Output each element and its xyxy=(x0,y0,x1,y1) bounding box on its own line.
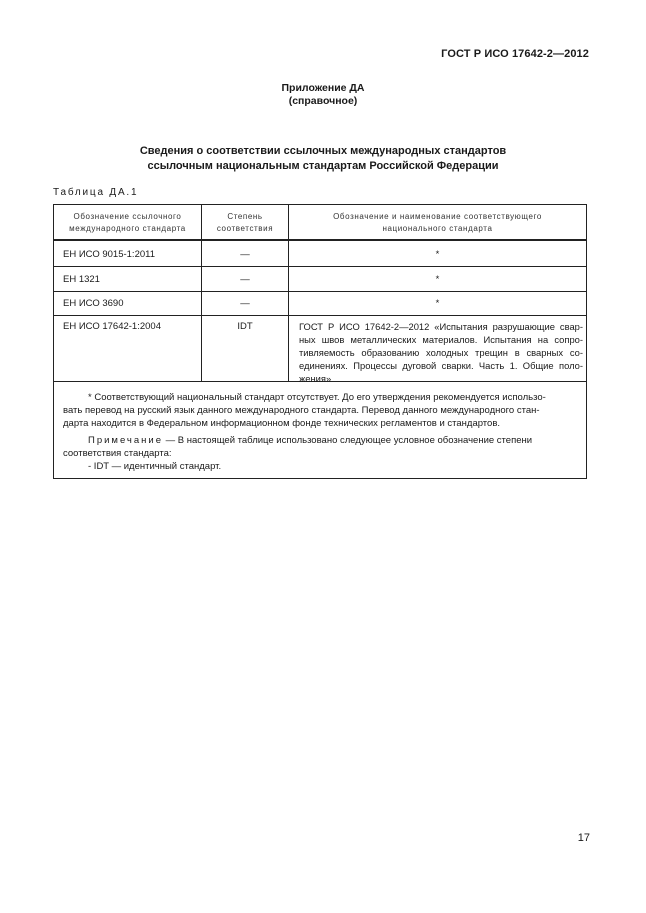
footnote-line-2: вать перевод на русский язык данного международного стандарта. Перевод данного международного стан- xyxy=(63,405,540,416)
header-col1-line2: международного стандарта xyxy=(69,224,186,233)
table-row-4-degree: IDT xyxy=(237,321,253,332)
table-row-4-national xyxy=(299,320,583,385)
row-divider xyxy=(54,315,586,316)
footnote-line-3: дарта находится в Федеральном информационном фонде технических регламентов и стандартов. xyxy=(63,418,501,429)
header-col2-line1: Степень xyxy=(227,212,263,221)
column-divider xyxy=(201,205,202,382)
column-divider xyxy=(288,205,289,382)
national-text-line: жения» xyxy=(299,373,332,384)
standard-id-header: ГОСТ Р ИСО 17642-2—2012 xyxy=(441,48,589,60)
header-col-degree xyxy=(202,211,288,235)
row-divider xyxy=(54,266,586,267)
table-row-3-designation: ЕН ИСО 3690 xyxy=(63,298,124,309)
footnote-line-1: * Соответствующий национальный стандарт отсутствует. До его утверждения рекомендуется использо- xyxy=(88,392,546,403)
section-heading-line-1: Сведения о соответствии ссылочных международных стандартов xyxy=(139,145,507,157)
note-line-1 xyxy=(88,434,532,447)
note-line-3: - IDT — идентичный стандарт. xyxy=(88,461,222,472)
table-row-3-degree: — xyxy=(240,298,250,309)
national-text-line: тивляемость образованию холодных трещин в сварных со- xyxy=(299,347,583,358)
header-col1-line1: Обозначение ссылочного xyxy=(73,212,182,221)
note-label: Примечание xyxy=(88,435,163,446)
header-col2-line2: соответствия xyxy=(216,224,274,233)
table-row-4-designation: ЕН ИСО 17642-1:2004 xyxy=(63,321,161,332)
national-text-line: ных швов металлических материалов. Испытания на сопро- xyxy=(299,334,583,345)
table-row-2-degree: — xyxy=(240,274,250,285)
table-row-1-designation: ЕН ИСО 9015-1:2011 xyxy=(63,249,155,260)
table-row-1-national: * xyxy=(435,249,440,260)
table-row-1-degree: — xyxy=(240,249,250,260)
note-line-2: соответствия стандарта: xyxy=(63,448,172,459)
row-divider xyxy=(54,291,586,292)
national-text-line: ГОСТ Р ИСО 17642-2—2012 «Испытания разрушающие свар- xyxy=(299,321,583,332)
header-col3-line2: национального стандарта xyxy=(382,224,493,233)
appendix-type: (справочное) xyxy=(288,95,358,107)
note-line-1-text: — В настоящей таблице использовано следующее условное обозначение степени xyxy=(163,435,533,446)
header-divider xyxy=(54,239,586,241)
page-number: 17 xyxy=(577,832,590,844)
table-row-2-designation: ЕН 1321 xyxy=(63,274,100,285)
section-heading-line-2: ссылочным национальным стандартам Российской Федерации xyxy=(147,160,499,172)
table-row-2-national: * xyxy=(435,274,440,285)
appendix-title: Приложение ДА xyxy=(281,82,365,94)
header-col-national xyxy=(289,211,586,235)
correspondence-table xyxy=(53,204,587,479)
national-text-line: единениях. Процессы дуговой сварки. Часть 1. Общие поло- xyxy=(299,360,583,371)
table-row-3-national: * xyxy=(435,298,440,309)
table-label: Таблица ДА.1 xyxy=(53,187,139,198)
header-col-designation xyxy=(54,211,201,235)
header-col3-line1: Обозначение и наименование соответствующего xyxy=(333,212,542,221)
